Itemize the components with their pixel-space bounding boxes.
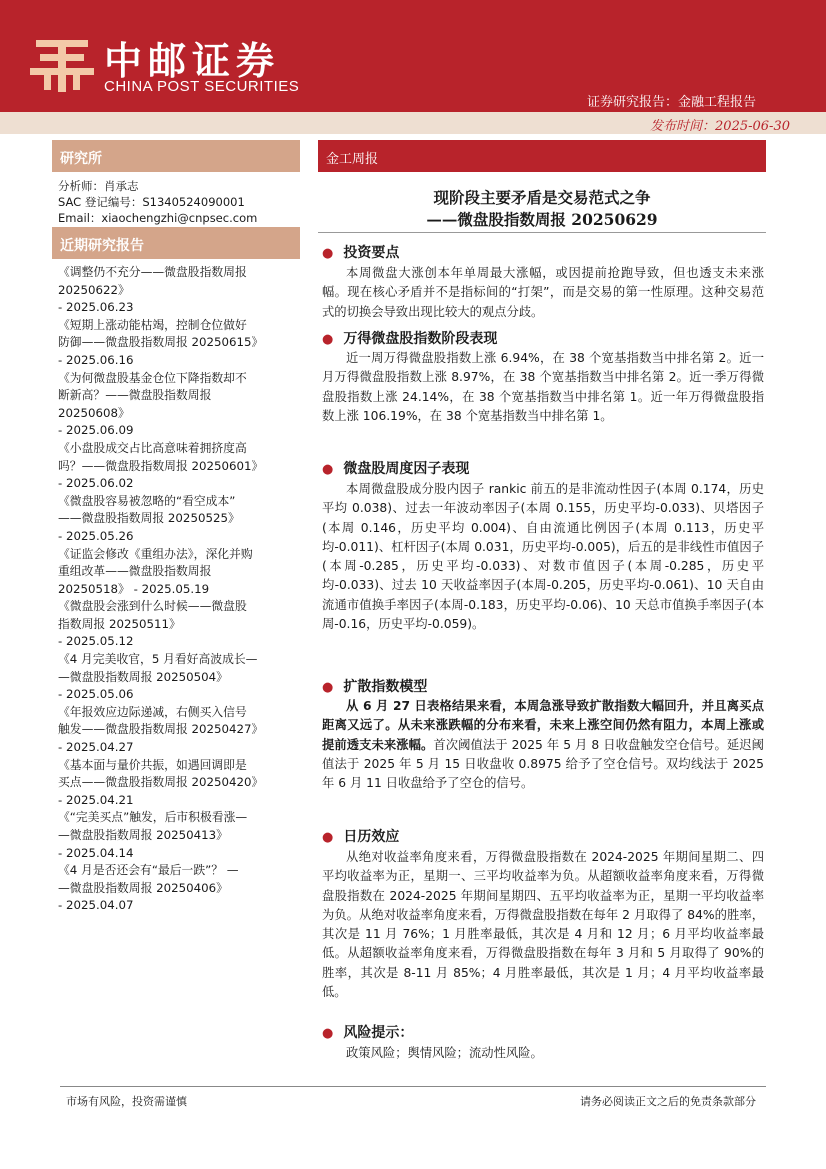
bullet-icon: ● — [322, 1026, 334, 1041]
section-text-highlights: 本周微盘大涨创本年单周最大涨幅，或因提前抢跑导致，但也透支未来涨幅。现在核心矛盾并不是指标间的“打架”，而是交易的第一性原理。这种交易范式的切换会导致出现比较大的观点分歧。 — [322, 266, 764, 319]
institute-title: 研究所 — [52, 140, 300, 172]
section-text-calendar-effect: 从绝对收益率角度来看，万得微盘股指数在 2024-2025 年期间星期二、四平均收益率为正，星期一、三平均收益率为负。从超额收益率角度来看，万得微盘股指数在 2024-2025 年期间星期四、五平均收益率为正，星期一平均收益率为负。从绝对收益率角度来看，万得微盘股指数在每年 2 月取得了 84%的胜率，其次是 11 月 76%；1 月胜率最低，其次是 4 月和 12 月；6 月平均收益率最低。从超额收益率角度来看，万得微盘股指数在每年 3 月和 5 月取得了 90%的胜率，其次是 8-11 月 85%；4 月胜率最低，其次是 1 月；4 月平均收益率最低。 — [322, 850, 764, 1000]
recent-report-line[interactable]: 《微盘股容易被忽略的“看空成本” — [58, 493, 236, 508]
recent-report-line[interactable]: 《为何微盘股基金仓位下降指数却不 — [58, 370, 247, 385]
recent-report-line[interactable]: 《小盘股成交占比高意味着拥挤度高 — [58, 440, 247, 455]
section-text-index-performance: 近一周万得微盘股指数上涨 6.94%，在 38 个宽基指数当中排名第 2。近一月万得微盘股指数上涨 8.97%，在 38 个宽基指数当中排名第 2。近一季万得微盘股指数上涨 24.14%，在 38 个宽基指数当中排名第 1。近一年万得微盘股指数上涨 106.19%，在 38 个宽基指数当中排名第 1。 — [322, 351, 764, 423]
recent-report-line[interactable]: 《微盘股会涨到什么时候——微盘股 — [58, 599, 247, 614]
footer-risk-notice: 市场有风险，投资需谨慎 — [66, 1095, 187, 1108]
section-heading-calendar-effect: ● 日历效应 — [322, 829, 400, 845]
recent-report-line[interactable]: 20250622》 — [58, 282, 130, 297]
recent-report-line[interactable]: 《“完美买点”触发，后市积极看涨— — [58, 810, 248, 825]
recent-report-line[interactable]: 指数周报 20250511》 — [58, 616, 181, 631]
section-heading-highlights: ● 投资要点 — [322, 245, 400, 261]
recent-report-line[interactable]: —微盘股指数周报 20250413》 — [58, 828, 228, 842]
recent-report-line[interactable]: 20250608》 — [58, 405, 130, 420]
recent-report-date: - 2025.04.07 — [58, 898, 134, 913]
footer-disclaimer-notice: 请务必阅读正文之后的免责条款部分 — [580, 1095, 756, 1108]
brand-name-cn: 中邮证券 — [104, 39, 281, 83]
report-subtitle: ——微盘股指数周报 20250629 — [426, 210, 658, 229]
recent-report-line[interactable]: 20250518》 - 2025.05.19 — [58, 581, 210, 596]
recent-report-date: - 2025.06.02 — [58, 476, 134, 491]
recent-report-line[interactable]: 《调整仍不充分——微盘股指数周报 — [58, 265, 247, 279]
recent-report-date: - 2025.06.23 — [58, 300, 134, 315]
recent-report-line[interactable]: 《4 月是否还会有“最后一跌”？ — — [58, 863, 239, 878]
recent-report-date: - 2025.04.21 — [58, 792, 134, 807]
recent-report-date: - 2025.04.27 — [58, 740, 134, 755]
report-header — [0, 0, 826, 112]
recent-report-line[interactable]: ——微盘股指数周报 20250525》 — [58, 511, 240, 526]
bullet-icon: ● — [322, 830, 334, 845]
recent-report-line[interactable]: —微盘股指数周报 20250504》 — [58, 669, 228, 684]
recent-report-line[interactable]: 《基本面与量价共振，如遇回调即是 — [58, 757, 247, 772]
bullet-icon: ● — [322, 246, 334, 261]
title-divider — [318, 232, 766, 233]
recent-report-date: - 2025.06.16 — [58, 352, 134, 367]
recent-report-line[interactable]: 《4 月完美收官，5 月看好高波成长— — [58, 652, 258, 667]
section-text-factor-performance: 本周微盘股成分股内因子 rankic 前五的是非流动性因子(本周 0.174，历史平均 0.038)、过去一年波动率因子(本周 0.155，历史平均-0.033)、贝塔因子(本周 0.146，历史平均 0.004)、自由流通比例因子(本周 0.113，历史平均-0.011)、杠杆因子(本周 0.031，历史平均-0.005)，后五的是非线性市值因子(本周-0.285，历史平均-0.033)、对数市值因子(本周-0.285，历史平均-0.033)、过去 10 天收益率因子(本周-0.205，历史平均-0.061)、10 天自由流通市值换手率因子(本周-0.183，历史平均-0.06)、10 天总市值换手率因子(本周-0.16，历史平均-0.059)。 — [322, 482, 764, 632]
recent-report-date: - 2025.05.26 — [58, 528, 134, 543]
recent-report-line[interactable]: 买点——微盘股指数周报 20250420》 — [58, 775, 264, 790]
sac-number: SAC 登记编号：S1340524090001 — [58, 195, 245, 209]
section-heading-factor-performance: ● 微盘股周度因子表现 — [322, 461, 470, 477]
section-heading-index-performance: ● 万得微盘股指数阶段表现 — [322, 331, 498, 347]
recent-report-date: - 2025.05.06 — [58, 687, 134, 702]
recent-reports-list — [58, 264, 298, 915]
analyst-name: 分析师：肖承志 — [58, 179, 139, 193]
recent-report-line[interactable]: 《短期上涨动能枯竭，控制仓位做好 — [58, 317, 247, 332]
section-text-risk: 政策风险；舆情风险；流动性风险。 — [346, 1046, 543, 1060]
footer-divider — [60, 1086, 766, 1087]
recent-report-line[interactable]: 防御——微盘股指数周报 20250615》 — [58, 335, 264, 350]
section-heading-diffusion-model: ● 扩散指数模型 — [322, 679, 428, 695]
publish-date: 发布时间：2025-06-30 — [650, 119, 790, 134]
bullet-icon: ● — [322, 332, 334, 347]
bullet-icon: ● — [322, 462, 334, 477]
china-post-logo-icon — [30, 32, 94, 96]
recent-report-line[interactable]: 《证监会修改《重组办法》，深化并购 — [58, 546, 253, 561]
brand-name-en: CHINA POST SECURITIES — [104, 78, 300, 95]
report-category: 证券研究报告：金融工程报告 — [586, 95, 756, 110]
recent-report-date: - 2025.06.09 — [58, 423, 134, 438]
recent-report-date: - 2025.05.12 — [58, 634, 134, 649]
report-title: 现阶段主要矛盾是交易范式之争 — [433, 188, 651, 207]
section-bold-diffusion-model: 从 6 月 27 日表格结果来看，本周急涨导致扩散指数大幅回升，并且离买点距离又远了。从未来涨跌幅的分布来看，未来上涨空间仍然有阻力，本周上涨或提前透支未来涨幅。 — [322, 699, 764, 752]
analyst-info — [58, 178, 257, 226]
recent-report-line[interactable]: —微盘股指数周报 20250406》 — [58, 880, 228, 895]
section-heading-risk: ● 风险提示： — [322, 1025, 414, 1041]
recent-report-line[interactable]: 触发——微盘股指数周报 20250427》 — [58, 722, 264, 737]
recent-report-line[interactable]: 吗？——微盘股指数周报 20250601》 — [58, 458, 264, 473]
analyst-email: Email：xiaochengzhi@cnpsec.com — [58, 211, 258, 225]
recent-report-line[interactable]: 重组改革——微盘股指数周报 — [58, 564, 212, 579]
section-text-diffusion-model — [322, 697, 764, 793]
section-plain-diffusion-model: 首次阈值法于 2025 年 5 月 8 日收盘触发空仓信号。延迟阈值法于 2025 年 5 月 15 日收盘收 0.8975 给予了空仓信号。双均线法于 2025 年 6 月 11 日收盘给予了空仓的信号。 — [322, 737, 764, 791]
recent-reports-title: 近期研究报告 — [52, 227, 300, 259]
report-type-tag: 金工周报 — [318, 140, 766, 172]
recent-report-line[interactable]: 断新高？——微盘股指数周报 — [58, 388, 212, 403]
recent-report-date: - 2025.04.14 — [58, 845, 134, 860]
recent-report-line[interactable]: 《年报效应边际递减，右侧买入信号 — [58, 704, 247, 719]
bullet-icon: ● — [322, 680, 334, 695]
